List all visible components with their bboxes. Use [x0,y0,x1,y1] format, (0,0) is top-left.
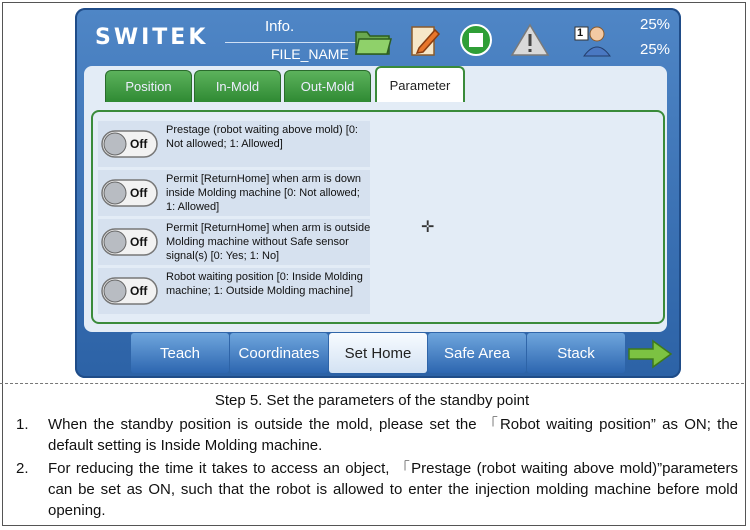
nav-safe-area-button[interactable]: Safe Area [428,333,526,373]
nav-coordinates-button[interactable]: Coordinates [230,333,328,373]
percent-top: 25% [640,16,671,33]
stop-icon[interactable] [456,22,496,58]
header-bar [75,8,681,68]
note-number: 1. [16,416,29,433]
tab-in-mold[interactable]: In-Mold [194,70,281,102]
param-description: Robot waiting position [0: Inside Molding machine; 1: Outside Molding machine] [166,271,363,297]
percent-bottom: 25% [640,41,671,58]
note-item-1 [0,414,744,458]
tab-position[interactable]: Position [105,70,192,102]
toggle-state: Off [130,235,148,249]
file-name: FILE_NAME [271,46,349,62]
param-item-prestage [98,121,370,167]
next-arrow-icon[interactable] [627,338,673,370]
nav-teach-button[interactable]: Teach [131,333,229,373]
nav-set-home-button[interactable]: Set Home [329,333,427,373]
toggle-state: Off [130,284,148,298]
note-item-2 [0,458,744,522]
tab-out-mold[interactable]: Out-Mold [284,70,371,102]
cursor-crosshair-icon: ✛ [421,219,435,236]
info-divider [225,42,360,43]
warning-icon[interactable] [510,22,550,58]
step-caption: Step 5. Set the parameters of the standby point [214,392,530,409]
toggle-state: Off [130,186,148,200]
note-text: When the standby position is outside the mold, please set the 「Robot waiting position” as ON; the default setting is Inside Molding machine. [48,416,738,454]
toggle-state: Off [130,137,148,151]
param-description: Permit [ReturnHome] when arm is outside Molding machine without Safe sensor signal(s) [0: Yes; 1: No] [166,222,371,262]
note-text: For reducing the time it takes to access an object, 「Prestage (robot waiting above mold)”parameters can be set as ON, such that the robot is allowed to enter the injection molding machine before mold opening. [48,460,738,519]
user-badge-number: 1 [577,27,584,39]
note-number: 2. [16,460,29,477]
nav-stack-button[interactable]: Stack [527,333,625,373]
param-description: Prestage (robot waiting above mold) [0: Not allowed; 1: Allowed] [166,124,358,150]
brand-logo: SWITEK [95,25,209,50]
folder-icon[interactable] [353,22,393,58]
param-description: Permit [ReturnHome] when arm is down inside Molding machine [0: Not allowed; 1: Allowed] [166,173,362,213]
section-divider [0,383,744,384]
param-item-returnhome-outside [98,219,370,265]
tab-parameter[interactable]: Parameter [375,66,465,102]
info-label: Info. [265,18,295,35]
param-item-waiting-position [98,268,370,314]
param-item-returnhome-inside [98,170,370,216]
edit-icon[interactable] [405,22,445,58]
